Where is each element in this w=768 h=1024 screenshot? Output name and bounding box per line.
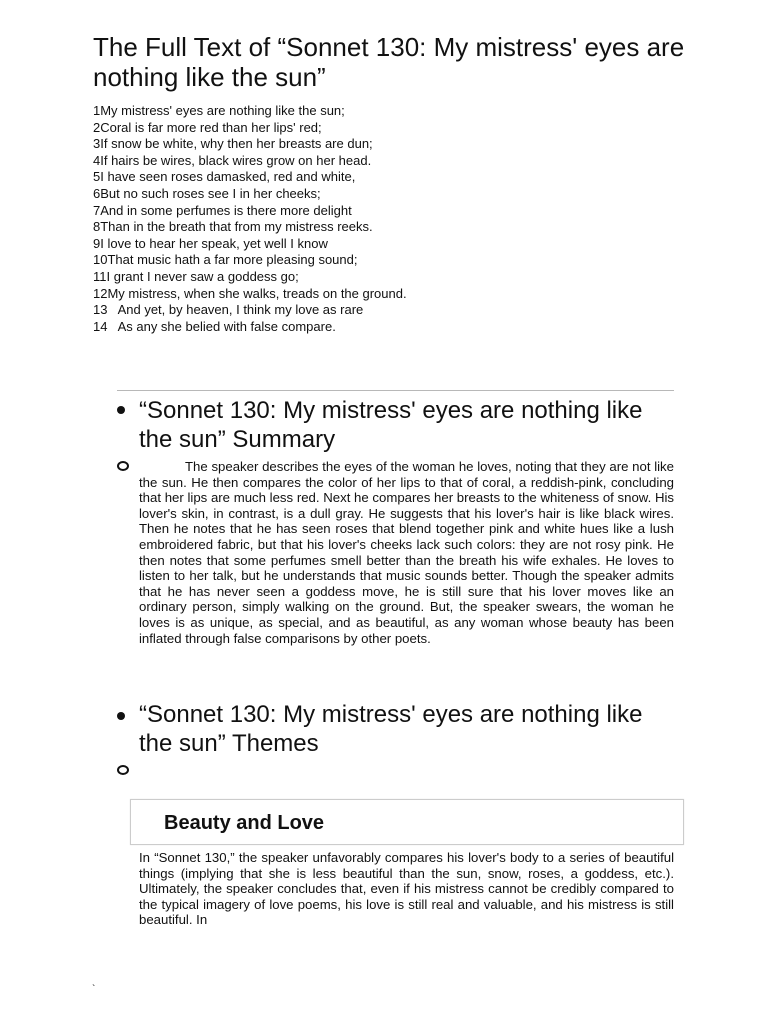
poem-line: 10That music hath a far more pleasing sound; xyxy=(93,252,358,268)
poem-line: 5I have seen roses damasked, red and white, xyxy=(93,169,356,185)
summary-text: The speaker describes the eyes of the woman he loves, noting that they are not like the sun. He then compares the color of her lips to that of coral, a reddish-pink, concluding that her lips are much less red. Next he compares her breasts to the whiteness of snow. His lover's skin, in contrast, is a dull gray. He suggests that his lover's hair is like black wires. Then he notes that he has seen roses that blend together pink and white hues like a lush embroidered fabric, but that his lover's cheeks lack such colors: they are not rosy pink. He then notes that some perfumes smell better than the breath his wife exhales. He loves to listen to her talk, but he understands that music sounds better. Though the speaker admits that he has never seen a goddess move, he is still sure that his lover moves like an ordinary person, simply walking on the ground. But, the speaker swears, the woman he loves is as unique, as special, and as beautiful, as any woman whose beauty has been inflated through false comparisons by other poets. xyxy=(139,459,674,646)
bullet-circle-icon xyxy=(117,461,129,471)
themes-heading: “Sonnet 130: My mistress' eyes are nothing like the sun” Themes xyxy=(139,701,643,757)
theme-paragraph: In “Sonnet 130,” the speaker unfavorably compares his lover's body to a series of beautiful things (implying that she is less beautiful than the sun, snow, roses, a goddess, etc.). Ultimately, the speaker concludes that, even if his mistress cannot be credibly compared to the typical imagery of love poems, his love is still real and valuable, and his mistress is still beautiful. In xyxy=(139,850,674,928)
poem-line: 3If snow be white, why then her breasts are dun; xyxy=(93,136,373,152)
poem-line: 11I grant I never saw a goddess go; xyxy=(93,268,299,284)
poem-line: 6But no such roses see I in her cheeks; xyxy=(93,185,321,201)
bullet-dot-icon xyxy=(117,712,125,720)
poem-line: 7And in some perfumes is there more delight xyxy=(93,202,352,218)
theme-title: Beauty and Love xyxy=(164,812,325,834)
poem-line: 13 And yet, by heaven, I think my love as rare xyxy=(93,302,364,318)
poem-line: 14 As any she belied with false compare. xyxy=(93,318,336,334)
poem-line: 12My mistress, when she walks, treads on the ground. xyxy=(93,285,407,301)
summary-paragraph xyxy=(139,459,674,646)
poem-line: 4If hairs be wires, black wires grow on her head. xyxy=(93,152,372,168)
bullet-dot-icon xyxy=(117,406,125,414)
poem-lines xyxy=(93,103,693,335)
poem-line: 8Than in the breath that from my mistress reeks. xyxy=(93,219,373,235)
poem-line: 9I love to hear her speak, yet well I know xyxy=(93,235,328,251)
theme-title-box xyxy=(130,799,684,845)
bullet-circle-icon xyxy=(117,765,129,775)
stray-mark: ` xyxy=(92,984,96,995)
document-title: The Full Text of “Sonnet 130: My mistress' eyes are nothing like the sun” xyxy=(93,32,685,92)
horizontal-divider xyxy=(117,390,674,391)
poem-line: 1My mistress' eyes are nothing like the sun; xyxy=(93,103,345,118)
poem-line: 2Coral is far more red than her lips' red; xyxy=(93,119,322,135)
summary-heading: “Sonnet 130: My mistress' eyes are nothing like the sun” Summary xyxy=(139,397,643,453)
